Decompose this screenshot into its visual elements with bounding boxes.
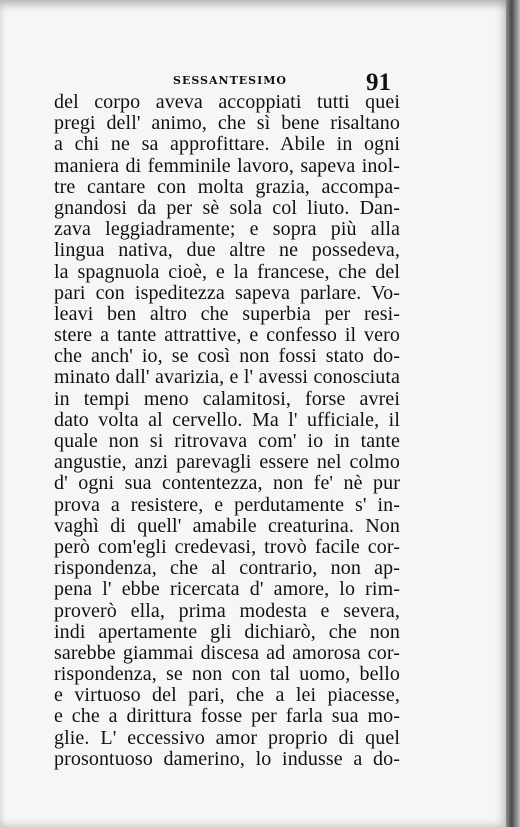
text-line: leavi ben altro che superbia per resi- [54,302,400,325]
text-line: d' ogni sua contentezza, non fe' nè pur [54,472,400,495]
text-line: maniera di femminile lavoro, sapeva inol- [54,154,400,177]
text-line: del corpo aveva accoppiati tutti quei [54,91,400,113]
text-line: pregi dell' animo, che sì bene risaltano [54,112,400,135]
text-line: gnandosi da per sè sola col liuto. Dan- [54,196,400,219]
text-line: quale non si ritrovava com' io in tante [54,430,400,452]
text-line: e che a dirittura fosse per farla sua mo- [54,705,400,728]
text-line: a chi ne sa approfittare. Abile in ogni [54,133,400,156]
text-line: però com'egli credevasi, trovò facile cor- [54,535,400,558]
text-line: prova a resistere, e perdutamente s' in- [54,493,400,516]
text-line: prosontuoso damerino, lo indusse a do- [54,747,400,770]
text-line: sarebbe giammai discesa ad amorosa cor- [54,641,400,664]
text-line: dato volta al cervello. Ma l' ufficiale, il [54,408,400,431]
text-line: angustie, anzi parevagli essere nel colmo [54,451,400,474]
text-line: lingua nativa, due altre ne possedeva, [54,239,400,262]
text-line: glie. L' eccessivo amor proprio di quel [54,726,400,749]
page-number: 91 [366,69,391,96]
text-line: pena l' ebbe ricercata d' amore, lo rim- [54,578,400,601]
text-line: che anch' io, se così non fossi stato do- [54,345,400,368]
book-binding-edge [506,0,520,827]
text-line: la spagnuola cioè, e la francese, che del [54,260,400,283]
text-line: proverò ella, prima modesta e severa, [54,599,400,622]
text-line: rispondenza, che al contrario, non ap- [54,557,400,580]
text-line: indi apertamente gli dichiarò, che non [54,620,400,643]
text-line: zava leggiadramente; e sopra più alla [54,218,400,241]
text-line: minato dall' avarizia, e l' avessi conosciuta [54,366,400,389]
text-line: rispondenza, se non con tal uomo, bello [54,663,400,686]
text-line: tre cantare con molta grazia, accompa- [54,175,400,198]
running-head: SESSANTESIMO [173,74,287,87]
text-line: vaghì di quell' amabile creaturina. Non [54,514,400,537]
text-line: e virtuoso del pari, che a lei piacesse, [54,684,400,707]
text-line: in tempi meno calamitosi, forse avrei [54,387,400,410]
text-line: stere a tante attrattive, e confesso il vero [54,324,400,347]
body-text [54,92,400,770]
text-line: pari con ispeditezza sapeva parlare. Vo- [54,281,400,304]
